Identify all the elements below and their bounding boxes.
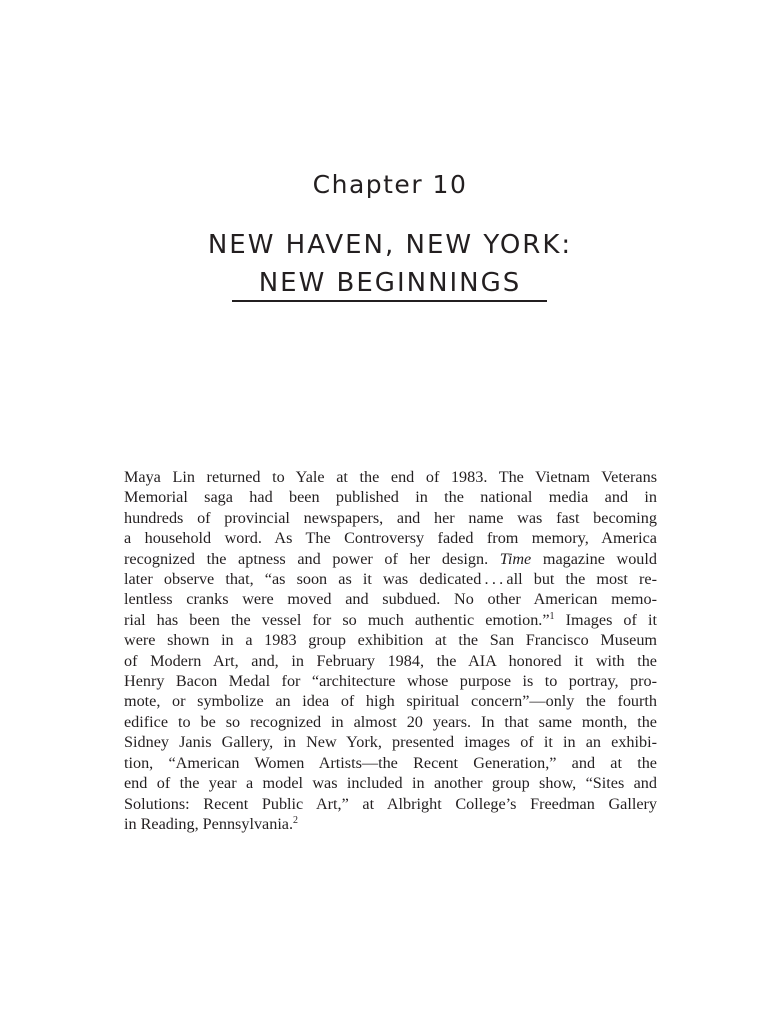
time-magazine-title: Time	[499, 549, 532, 568]
text-line: Henry Bacon Medal for “architecture whose purpose is to portray, pro-	[124, 672, 657, 691]
text-line: a household word. As The Controversy faded from memory, America	[124, 529, 657, 548]
chapter-title	[0, 226, 768, 302]
text-line	[124, 549, 657, 569]
text-line: Sidney Janis Gallery, in New York, presented images of it in an exhibi-	[124, 733, 657, 752]
chapter-number: Chapter 10	[312, 170, 468, 199]
text-line: Maya Lin returned to Yale at the end of 1983. The Vietnam Veterans	[124, 468, 657, 486]
text-run: rial has been the vessel for so much authentic emotion.”	[124, 610, 550, 629]
text-run: magazine would	[531, 549, 657, 568]
text-run: recognized the aptness and power of her design.	[124, 549, 500, 568]
footnote-ref-2: 2	[293, 814, 299, 826]
text-line: lentless cranks were moved and subdued. No other American memo-	[124, 590, 657, 609]
chapter-title-line-1: NEW HAVEN, NEW YORK:	[207, 230, 573, 260]
text-line: were shown in a 1983 group exhibition at the San Francisco Museum	[124, 631, 657, 650]
text-run: Images of it	[554, 610, 657, 629]
body-paragraph	[124, 467, 657, 834]
text-line: end of the year a model was included in another group show, “Sites and	[124, 774, 657, 793]
footnote-ref-1: 1	[549, 610, 555, 622]
text-line: mote, or symbolize an idea of high spiritual concern”—only the fourth	[124, 692, 657, 711]
text-run: in Reading, Pennsylvania.	[124, 814, 294, 833]
text-line: later observe that, “as soon as it was dedicated . . . all but the most re-	[124, 570, 657, 589]
chapter-title-line-2: NEW BEGINNINGS	[258, 268, 522, 298]
text-line: tion, “American Women Artists—the Recent Generation,” and at the	[124, 753, 657, 772]
title-underline-rule	[232, 300, 547, 302]
text-line: edifice to be so recognized in almost 20 years. In that same month, the	[124, 712, 657, 731]
text-line: of Modern Art, and, in February 1984, the AIA honored it with the	[124, 651, 657, 670]
text-line	[124, 814, 657, 834]
text-line: hundreds of provincial newspapers, and her name was fast becoming	[124, 508, 657, 527]
text-line	[124, 610, 657, 630]
text-line: Memorial saga had been published in the national media and in	[124, 488, 657, 507]
text-line: Solutions: Recent Public Art,” at Albright College’s Freedman Gallery	[124, 794, 657, 813]
